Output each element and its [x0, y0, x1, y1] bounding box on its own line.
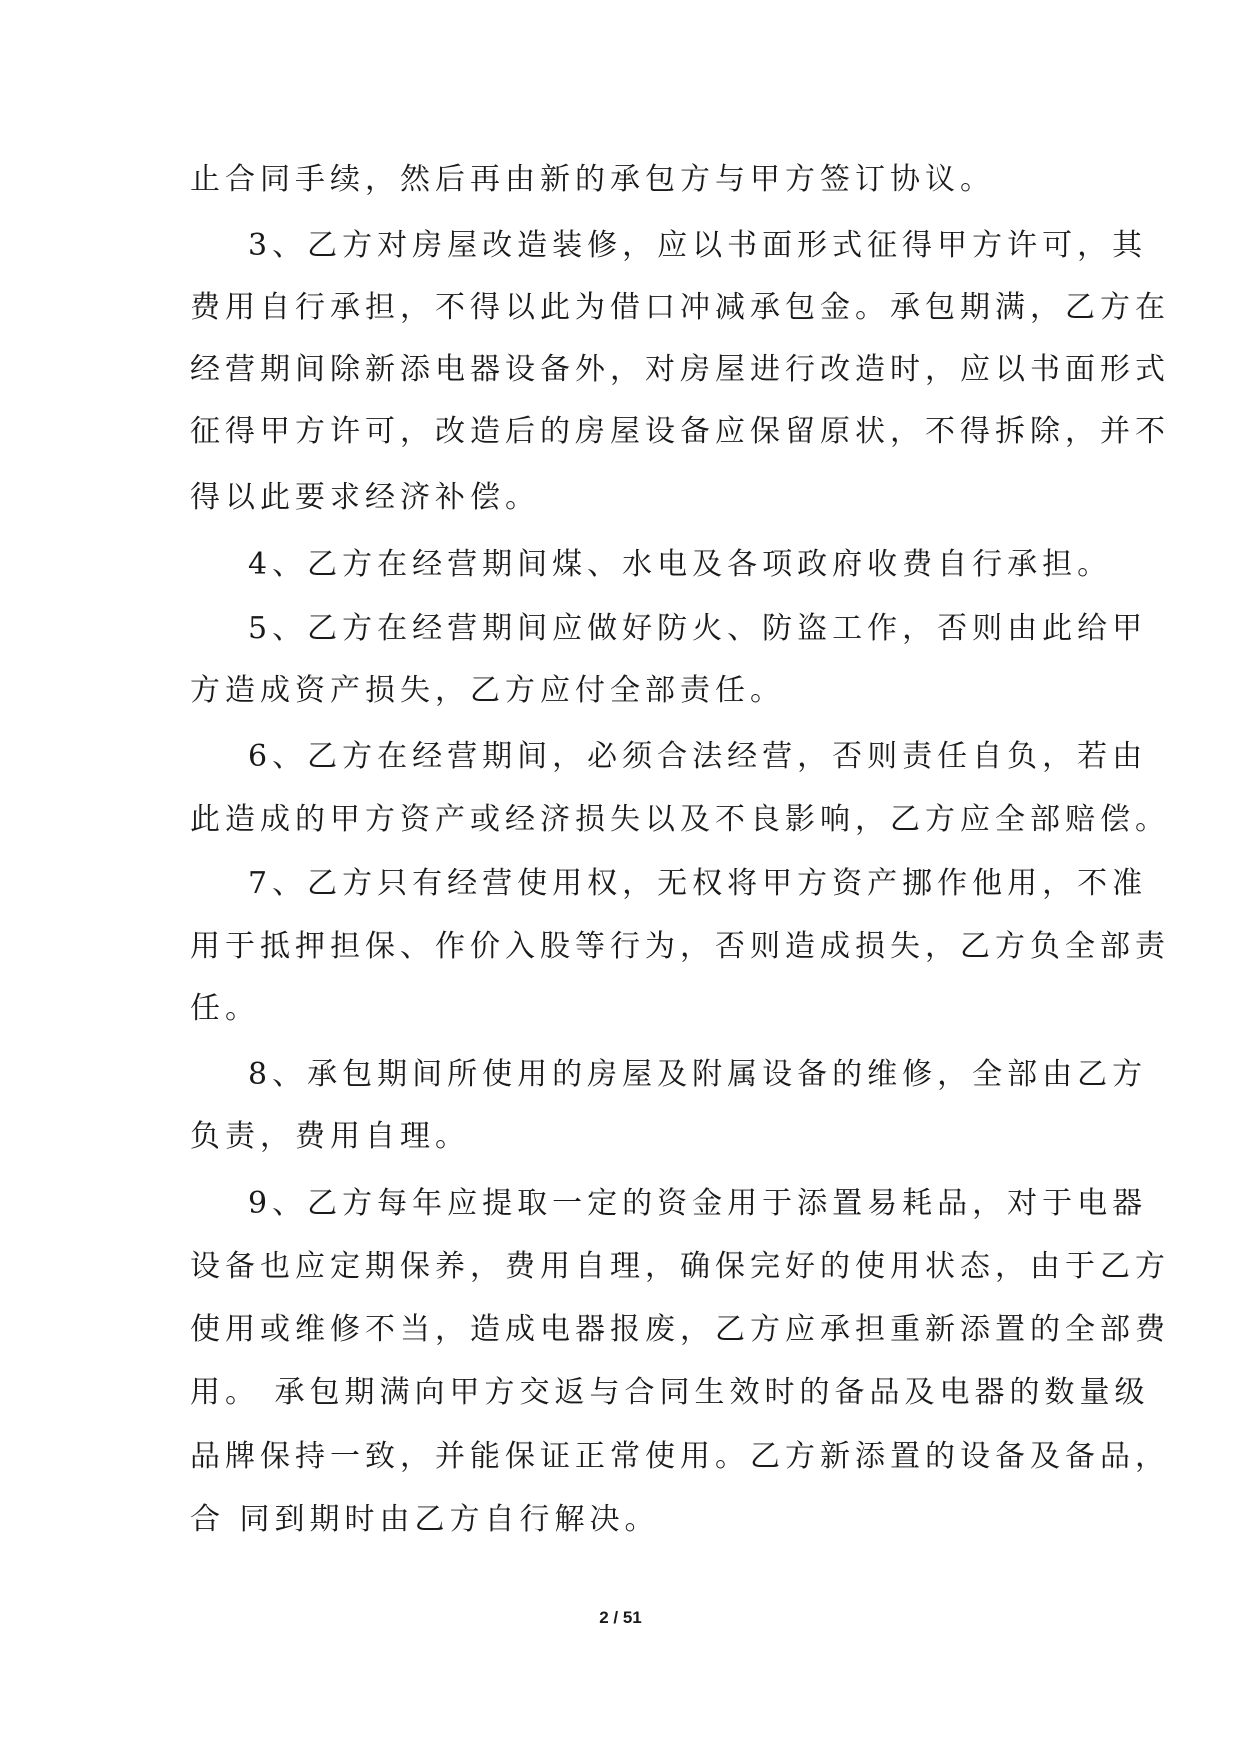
text-line: 征得甲方许可，改造后的房屋设备应保留原状，不得拆除，并不 [190, 414, 1170, 449]
text-line: 任。 [190, 991, 260, 1026]
text-line: 使用或维修不当，造成电器报废，乙方应承担重新添置的全部费 [190, 1312, 1170, 1347]
page-number: 2 / 51 [599, 1608, 642, 1627]
text-line: 负责，费用自理。 [190, 1119, 470, 1154]
text-line: 8、承包期间所使用的房屋及附属设备的维修，全部由乙方 [248, 1057, 1148, 1092]
text-line: 方造成资产损失，乙方应付全部责任。 [190, 673, 785, 708]
text-line: 止合同手续，然后再由新的承包方与甲方签订协议。 [190, 162, 995, 197]
text-line: 4、乙方在经营期间煤、水电及各项政府收费自行承担。 [248, 547, 1113, 582]
text-line: 此造成的甲方资产或经济损失以及不良影响，乙方应全部赔偿。 [190, 802, 1170, 837]
text-line: 费用自行承担，不得以此为借口冲减承包金。承包期满，乙方在 [190, 290, 1170, 325]
text-line: 得以此要求经济补偿。 [190, 480, 540, 515]
text-line: 3、乙方对房屋改造装修，应以书面形式征得甲方许可，其 [248, 228, 1148, 263]
text-line: 7、乙方只有经营使用权，无权将甲方资产挪作他用，不准 [248, 866, 1148, 901]
text-line: 9、乙方每年应提取一定的资金用于添置易耗品，对于电器 [248, 1186, 1148, 1221]
text-line: 用。 承包期满向甲方交返与合同生效时的备品及电器的数量级 [190, 1375, 1150, 1410]
text-line: 品牌保持一致，并能保证正常使用。乙方新添置的设备及备品， [190, 1439, 1170, 1474]
text-line: 用于抵押担保、作价入股等行为，否则造成损失，乙方负全部责 [190, 929, 1170, 964]
text-line: 经营期间除新添电器设备外，对房屋进行改造时，应以书面形式 [190, 352, 1170, 387]
text-line: 设备也应定期保养，费用自理，确保完好的使用状态，由于乙方 [190, 1249, 1170, 1284]
text-line: 合 同到期时由乙方自行解决。 [190, 1502, 660, 1537]
text-line: 5、乙方在经营期间应做好防火、防盗工作，否则由此给甲 [248, 611, 1148, 646]
text-line: 6、乙方在经营期间，必须合法经营，否则责任自负，若由 [248, 739, 1148, 774]
